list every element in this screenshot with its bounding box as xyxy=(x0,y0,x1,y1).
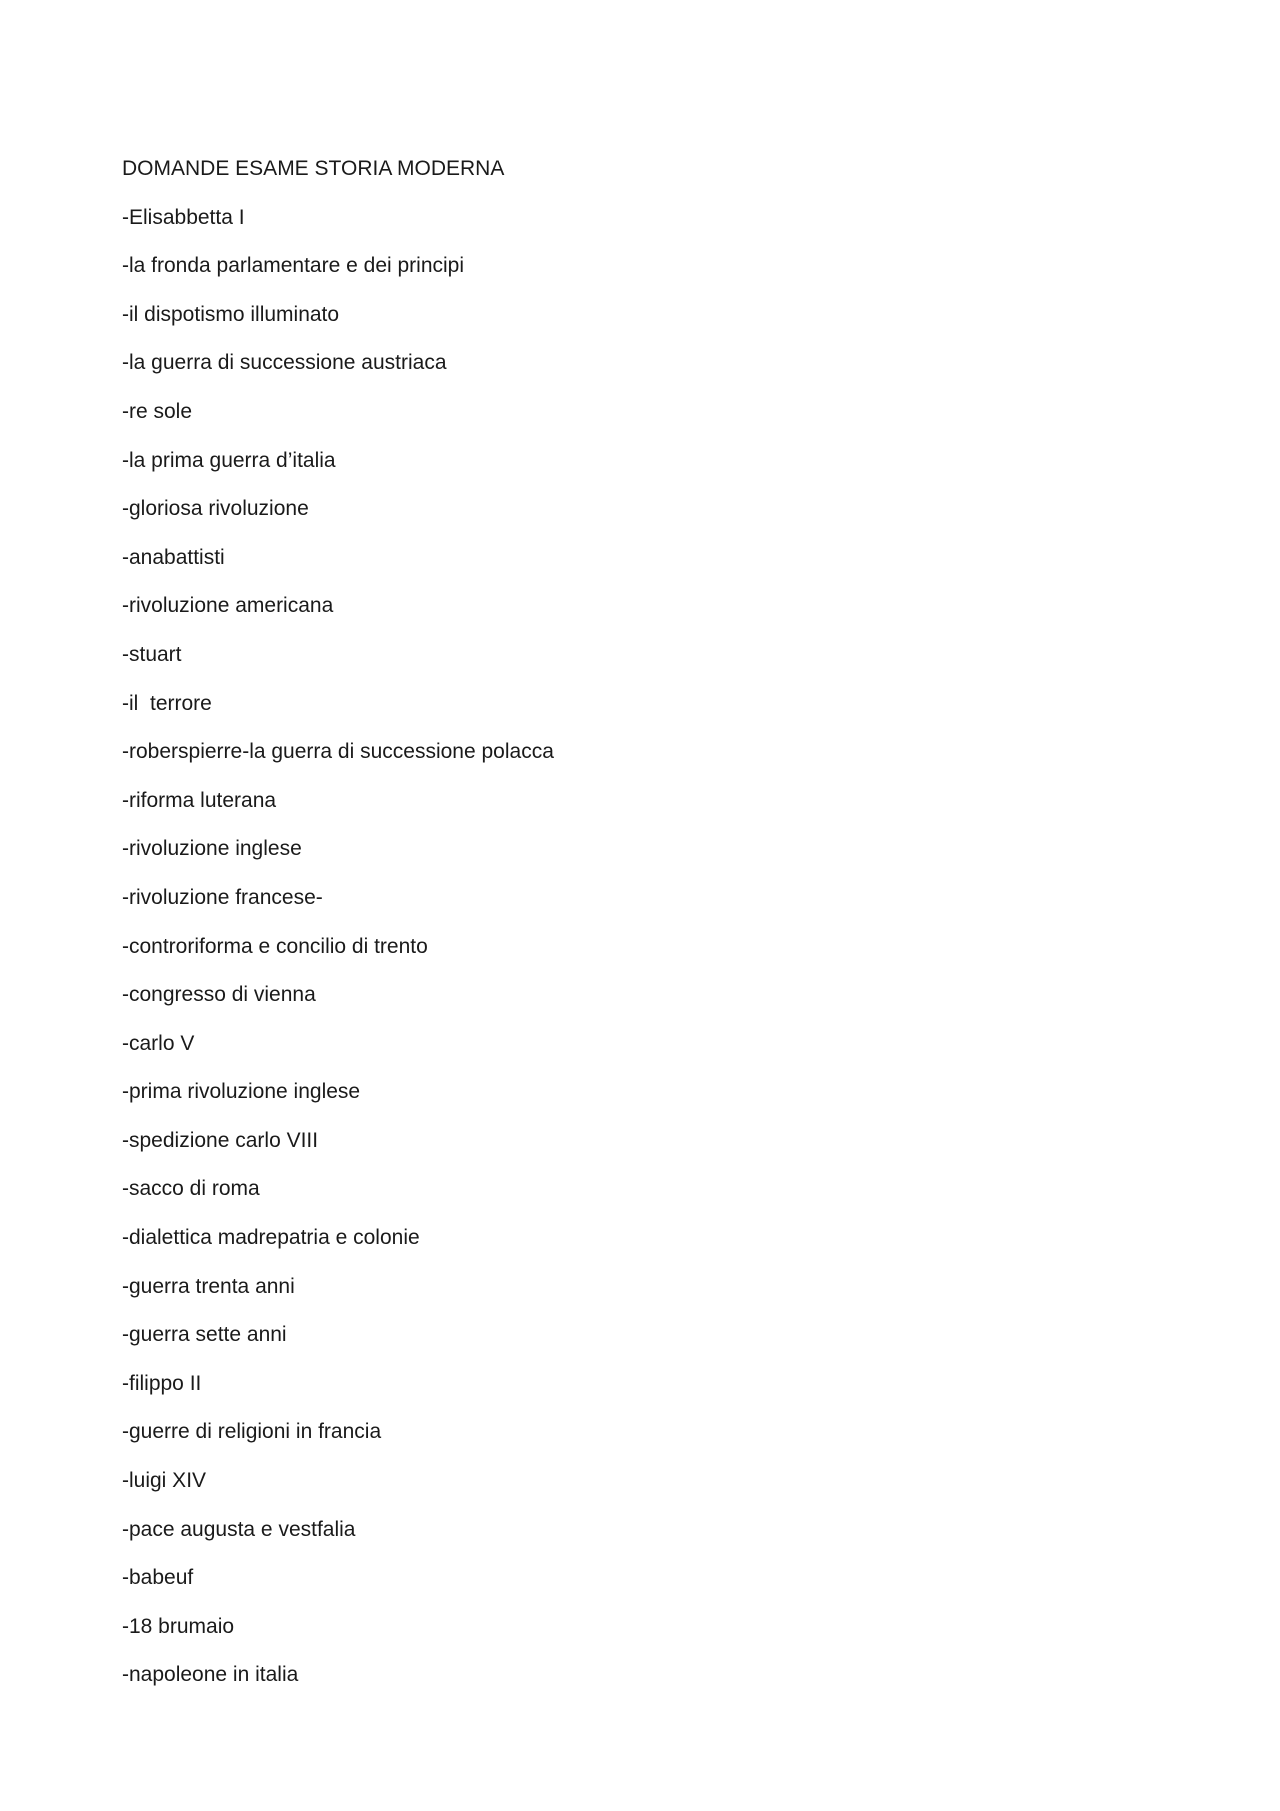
list-item: -luigi XIV xyxy=(122,1469,207,1493)
list-item: -il terrore xyxy=(122,691,212,715)
list-item: -guerra sette anni xyxy=(122,1323,287,1347)
list-item: -pace augusta e vestfalia xyxy=(122,1517,356,1541)
list-item: -rivoluzione francese- xyxy=(122,885,323,909)
list-item: -anabattisti xyxy=(122,545,225,569)
list-item: -Elisabbetta I xyxy=(122,205,245,229)
list-item: -babeuf xyxy=(122,1566,194,1590)
list-item: -stuart xyxy=(122,642,182,666)
list-item: -rivoluzione americana xyxy=(122,594,334,618)
list-item: -filippo II xyxy=(122,1371,202,1395)
document-content xyxy=(122,152,1152,1707)
list-item: -controriforma e concilio di trento xyxy=(122,934,428,958)
list-item: -il dispotismo illuminato xyxy=(122,302,340,326)
list-item: -gloriosa rivoluzione xyxy=(122,497,309,521)
list-item: -re sole xyxy=(122,399,193,423)
list-item: -rivoluzione inglese xyxy=(122,837,302,861)
list-item: -guerre di religioni in francia xyxy=(122,1420,382,1444)
list-item: -riforma luterana xyxy=(122,788,277,812)
list-item: -spedizione carlo VIII xyxy=(122,1128,319,1152)
list-item: -napoleone in italia xyxy=(122,1663,299,1687)
list-item: -prima rivoluzione inglese xyxy=(122,1080,361,1104)
list-item: -guerra trenta anni xyxy=(122,1274,295,1298)
list-item: -carlo V xyxy=(122,1031,195,1055)
document-title: DOMANDE ESAME STORIA MODERNA xyxy=(122,157,505,180)
list-item: -sacco di roma xyxy=(122,1177,260,1201)
list-item: -la fronda parlamentare e dei principi xyxy=(122,254,465,278)
list-item: -roberspierre-la guerra di successione polacca xyxy=(122,740,554,764)
list-item: -la prima guerra d’italia xyxy=(122,448,336,472)
list-item: -congresso di vienna xyxy=(122,983,316,1007)
list-item: -la guerra di successione austriaca xyxy=(122,351,447,375)
list-item: -18 brumaio xyxy=(122,1614,235,1638)
list-item: -dialettica madrepatria e colonie xyxy=(122,1226,420,1250)
